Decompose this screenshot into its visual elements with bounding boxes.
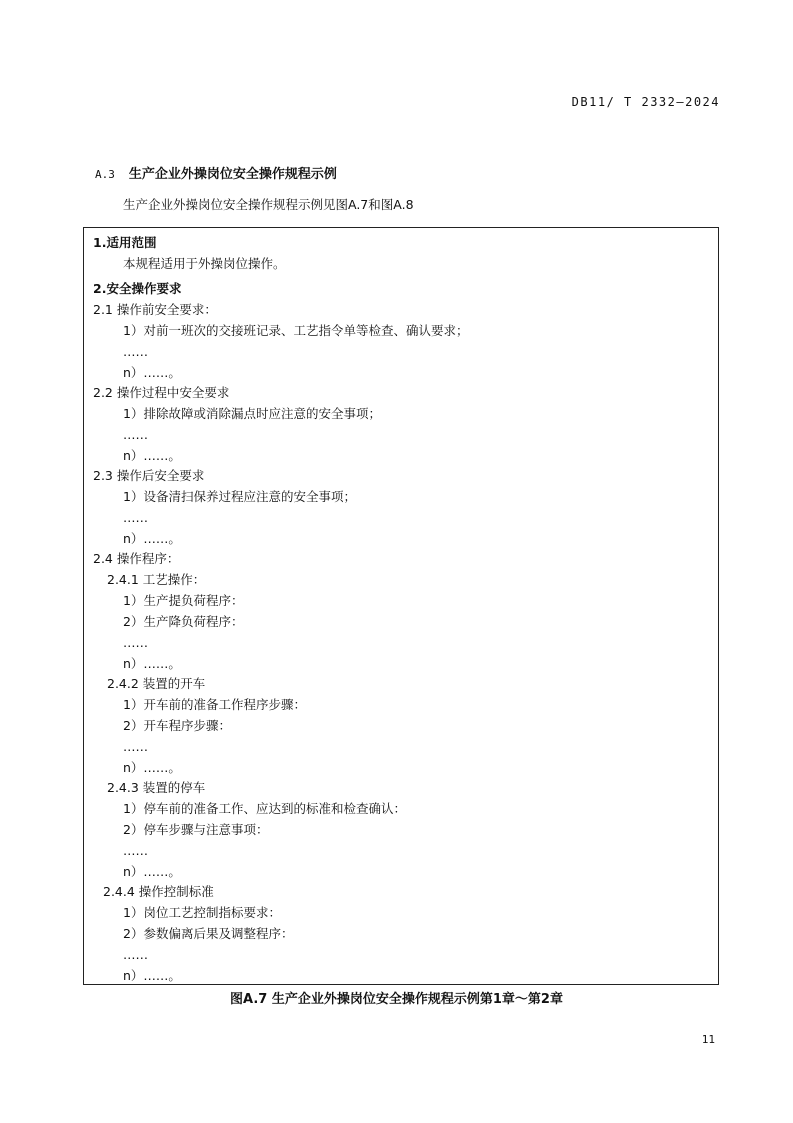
box-line-6: …… <box>123 344 148 359</box>
box-line-24: 2）开车程序步骤： <box>123 718 231 733</box>
box-line-22: 2.4.2 装置的开车 <box>107 676 206 691</box>
figure-caption: 图A.7 生产企业外操岗位安全操作规程示例第1章～第2章 <box>230 992 563 1007</box>
box-line-14: …… <box>123 510 148 525</box>
box-line-20: …… <box>123 635 148 650</box>
box-line-29: 2）停车步骤与注意事项： <box>123 822 269 837</box>
box-line-3: 2.安全操作要求 <box>93 281 182 296</box>
box-line-11: n）……。 <box>123 448 181 463</box>
box-line-31: n）……。 <box>123 864 181 879</box>
document-code: DB11/ T 2332—2024 <box>571 95 720 109</box>
box-line-34: 2）参数偏离后果及调整程序： <box>123 926 294 941</box>
box-line-35: …… <box>123 947 148 962</box>
procedure-example-box <box>83 227 719 985</box>
box-line-12: 2.3 操作后安全要求 <box>93 468 205 483</box>
section-intro: 生产企业外操岗位安全操作规程示例见图A.7和图A.8 <box>123 197 414 212</box>
box-line-28: 1）停车前的准备工作、应达到的标准和检查确认： <box>123 801 406 816</box>
box-line-5: 1）对前一班次的交接班记录、工艺指令单等检查、确认要求； <box>123 323 469 338</box>
section-title: 生产企业外操岗位安全操作规程示例 <box>128 167 337 182</box>
box-line-26: n）……。 <box>123 760 181 775</box>
section-number: A.3 <box>95 168 115 181</box>
box-line-25: …… <box>123 739 148 754</box>
box-line-19: 2）生产降负荷程序： <box>123 614 244 629</box>
box-line-8: 2.2 操作过程中安全要求 <box>93 385 230 400</box>
box-line-1: 1.适用范围 <box>93 235 157 250</box>
box-line-23: 1）开车前的准备工作程序步骤： <box>123 697 306 712</box>
box-line-17: 2.4.1 工艺操作： <box>107 572 206 587</box>
box-line-2: 本规程适用于外操岗位操作。 <box>123 256 286 271</box>
box-line-16: 2.4 操作程序： <box>93 551 180 566</box>
box-line-13: 1）设备清扫保养过程应注意的安全事项； <box>123 489 356 504</box>
box-line-27: 2.4.3 装置的停车 <box>107 780 206 795</box>
box-line-32: 2.4.4 操作控制标准 <box>103 884 214 899</box>
box-line-4: 2.1 操作前安全要求： <box>93 302 217 317</box>
box-line-30: …… <box>123 843 148 858</box>
box-line-33: 1）岗位工艺控制指标要求： <box>123 905 281 920</box>
box-line-15: n）……。 <box>123 531 181 546</box>
box-line-18: 1）生产提负荷程序： <box>123 593 244 608</box>
box-line-21: n）……。 <box>123 656 181 671</box>
page-number: 11 <box>701 1033 715 1046</box>
box-line-9: 1）排除故障或消除漏点时应注意的安全事项； <box>123 406 381 421</box>
section-heading <box>95 163 337 182</box>
box-line-7: n）……。 <box>123 365 181 380</box>
box-line-36: n）……。 <box>123 968 181 983</box>
box-line-10: …… <box>123 427 148 442</box>
